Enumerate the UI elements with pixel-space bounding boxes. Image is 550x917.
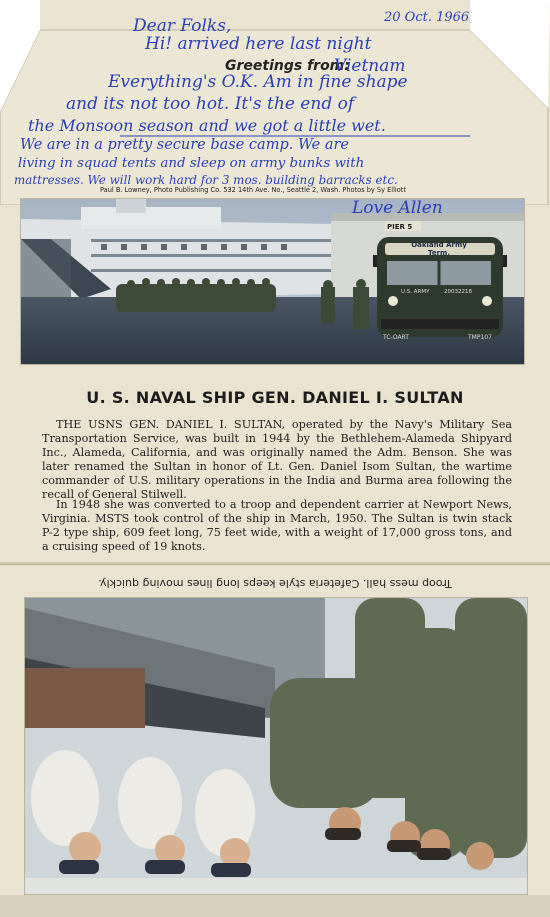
handwritten-line-1: Hi! arrived here last night <box>145 34 372 54</box>
handwritten-line-7: mattresses. We will work hard for 3 mos. building barracks etc. <box>14 173 398 187</box>
photo-ship-boarding <box>20 198 525 365</box>
pier-sign: PIER 5 <box>387 223 413 231</box>
article-title: U. S. NAVAL SHIP GEN. DANIEL I. SULTAN <box>86 388 464 407</box>
bus-marking: U.S. ARMY <box>401 289 430 295</box>
bus-plate-left: TC-OART <box>383 334 409 341</box>
photo-troop-mess-hall <box>24 597 528 895</box>
mess-hall-caption: Troop mess hall. Cafeteria style keeps long lines moving quickly. <box>98 577 452 590</box>
bus-route-sign: Oakland Army Term. <box>411 241 467 257</box>
handwritten-line-4: the Monsoon season and we got a little wet. <box>28 116 386 135</box>
handwritten-signoff: Love Allen <box>352 198 443 218</box>
article-paragraph-2: In 1948 she was converted to a troop and dependent carrier at Newport News, Virginia. MSTS took control of the ship in March, 1950. The Sultan is twin stack P-2 type ship, 609 feet long, 75 feet wide, with a weight of 17,000 gross tons, and a cruising speed of 19 knots. <box>42 498 512 553</box>
handwritten-line-3: and its not too hot. It's the end of <box>66 94 355 114</box>
envelope-flap <box>0 0 550 205</box>
bus-plate-right: TMP107 <box>468 334 492 341</box>
card-bottom-edge <box>0 895 550 917</box>
bus-number: 20032218 <box>444 289 472 295</box>
article-paragraph-1: THE USNS GEN. DANIEL I. SULTAN, operated by the Navy's Military Sea Transportation Service, was built in 1944 by the Bethlehem-Alameda Shipyard Inc., Alameda, California, and was originally named the Adm. Benson. She was later renamed the Sultan in honor of Lt. Gen. Daniel Isom Sultan, the wartime commander of U.S. military operations in the India and Burma area following the recall of General Stilwell. <box>42 418 512 501</box>
handwritten-line-6: living in squad tents and sleep on army bunks with <box>18 156 365 171</box>
handwritten-salutation: Dear Folks, <box>133 16 232 36</box>
handwritten-line-5: We are in a pretty secure base camp. We are <box>20 137 350 153</box>
publisher-credit: Paul B. Lowney, Photo Publishing Co. 532 14th Ave. No., Seattle 2, Wash. Photos by Sy Elliott <box>100 186 406 194</box>
handwritten-place: Vietnam <box>334 56 406 76</box>
fold-line <box>0 562 550 565</box>
handwritten-line-2: Everything's O.K. Am in fine shape <box>108 72 408 92</box>
handwritten-date: 20 Oct. 1966 <box>384 10 470 25</box>
printed-greeting: Greetings from: <box>225 58 350 74</box>
